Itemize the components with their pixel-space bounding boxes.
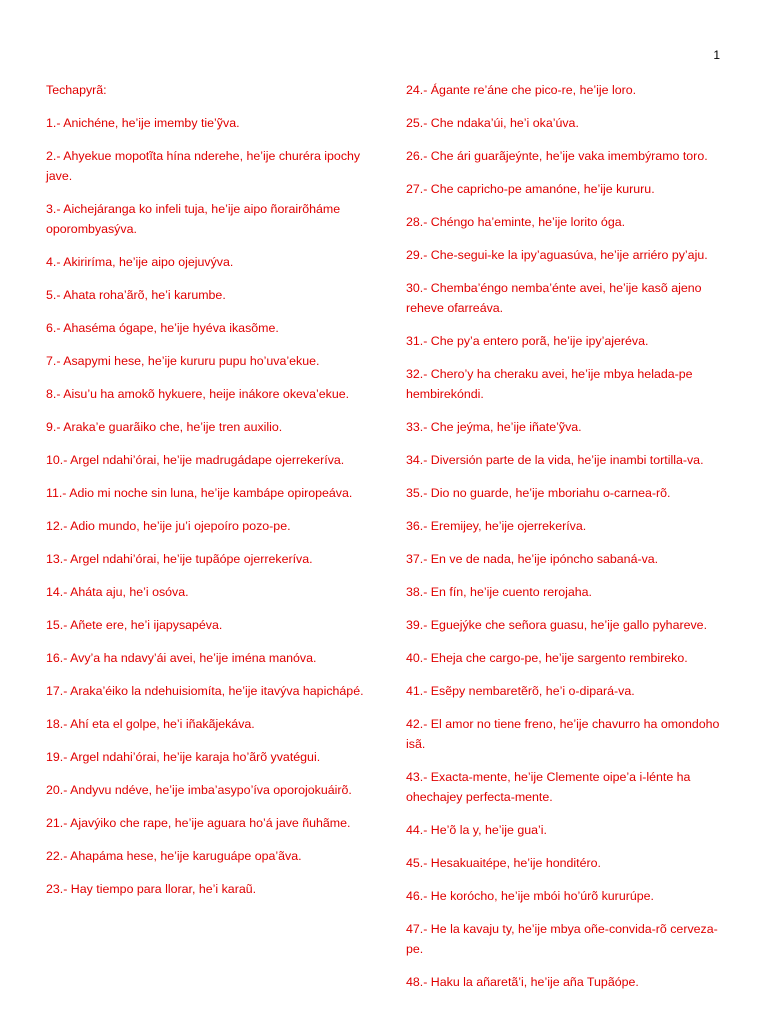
list-item: 6.- Ahaséma ógape, he’ije hyéva ikasõme. (46, 321, 279, 335)
list-item: 26.- Che ári guarãjeýnte, he’ije vaka imembýramo toro. (406, 149, 708, 163)
right-column (406, 80, 732, 1005)
list-item: 31.- Che py’a entero porã, he’ije ipy’ajeréva. (406, 334, 649, 348)
list-item: 47.- He la kavaju ty, he’ije mbya oñe-convida-rõ cerveza-pe. (406, 922, 718, 956)
list-item: 30.- Chemba’éngo nemba’énte avei, he’ije kasõ ajeno reheve ofarreáva. (406, 281, 702, 315)
list-item: 20.- Andyvu ndéve, he’ije imba’asypo’íva oporojokuáirõ. (46, 783, 352, 797)
list-item: 5.- Ahata roha’ãrõ, he’i karumbe. (46, 288, 226, 302)
list-item: 40.- Eheja che cargo-pe, he’ije sargento rembireko. (406, 651, 688, 665)
list-item: 32.- Chero’y ha cheraku avei, he’ije mbya helada-pe hembirekóndi. (406, 367, 693, 401)
list-item: 3.- Aichejáranga ko infeli tuja, he’ije aipo ñorairõháme oporombyasýva. (46, 202, 341, 236)
list-item: 34.- Diversión parte de la vida, he’ije inambi tortilla-va. (406, 453, 704, 467)
list-item: 15.- Añete ere, he’i ijapysapéva. (46, 618, 223, 632)
list-item: 37.- En ve de nada, he’ije ipóncho sabaná-va. (406, 552, 659, 566)
list-title: Techapyrã: (46, 83, 107, 97)
list-item: 38.- En fín, he’ije cuento rerojaha. (406, 585, 592, 599)
list-item: 42.- El amor no tiene freno, he’ije chavurro ha omondoho isã. (406, 717, 720, 751)
list-item: 28.- Chéngo ha’eminte, he’ije lorito óga. (406, 215, 626, 229)
list-item: 14.- Aháta aju, he’i osóva. (46, 585, 189, 599)
list-item: 4.- Akiriríma, he’ije aipo ojejuvýva. (46, 255, 234, 269)
list-item: 1.- Anichéne, he’ije imemby tie’ỹva. (46, 116, 240, 130)
list-item: 41.- Esẽpy nembaretẽrõ, he’i o-dipará-va. (406, 684, 635, 698)
list-item: 39.- Eguejýke che señora guasu, he’ije gallo pyhareve. (406, 618, 708, 632)
list-item: 25.- Che ndaka’úi, he’i oka’úva. (406, 116, 579, 130)
list-item: 19.- Argel ndahi’órai, he’ije karaja ho’ãrõ yvatégui. (46, 750, 321, 764)
list-item: 22.- Ahapáma hese, he’ije karuguápe opa’ãva. (46, 849, 302, 863)
list-item: 44.- He’õ la y, he’ije gua’i. (406, 823, 547, 837)
list-item: 46.- He korócho, he’ije mbói ho’úrõ kururúpe. (406, 889, 654, 903)
list-item: 29.- Che-segui-ke la ipy’aguasúva, he’ije arriéro py’aju. (406, 248, 708, 262)
list-item: 21.- Ajavýiko che rape, he’ije aguara ho’á jave ñuhãme. (46, 816, 351, 830)
list-item: 18.- Ahí eta el golpe, he’i iñakãjekáva. (46, 717, 255, 731)
list-item: 7.- Asapymi hese, he’ije kururu pupu ho’uva’ekue. (46, 354, 320, 368)
list-item: 9.- Araka’e guarãiko che, he’ije tren auxilio. (46, 420, 283, 434)
left-column (46, 80, 376, 912)
list-item: 8.- Aisu’u ha amokõ hykuere, heije inákore okeva’ekue. (46, 387, 350, 401)
list-item: 35.- Dio no guarde, he’ije mboriahu o-carnea-rõ. (406, 486, 671, 500)
list-item: 33.- Che jeýma, he’ije iñate’ỹva. (406, 420, 582, 434)
list-item: 48.- Haku la añaretã’i, he’ije aña Tupãópe. (406, 975, 639, 989)
list-item: 24.- Ágante re’áne che pico-re, he’ije loro. (406, 83, 637, 97)
list-item: 45.- Hesakuaitépe, he’ije honditéro. (406, 856, 601, 870)
list-item: 12.- Adio mundo, he’ije ju’i ojepoíro pozo-pe. (46, 519, 291, 533)
list-item: 36.- Eremijey, he’ije ojerrekeríva. (406, 519, 587, 533)
list-item: 10.- Argel ndahi’órai, he’ije madrugádape ojerrekeríva. (46, 453, 345, 467)
list-item: 13.- Argel ndahi’órai, he’ije tupãópe ojerrekeríva. (46, 552, 313, 566)
list-item: 2.- Ahyekue mopotĩta hína nderehe, he’ije churéra ipochy jave. (46, 149, 361, 183)
list-item: 11.- Adio mi noche sin luna, he’ije kambápe opiropeáva. (46, 486, 353, 500)
list-item: 27.- Che capricho-pe amanóne, he’ije kururu. (406, 182, 655, 196)
page-number: 1 (713, 48, 720, 62)
list-item: 43.- Exacta-mente, he’ije Clemente oipe’a i-lénte ha ohechajey perfecta-mente. (406, 770, 691, 804)
list-item: 16.- Avy’a ha ndavy’ái avei, he’ije iména manóva. (46, 651, 317, 665)
list-item: 17.- Araka’éiko la ndehuisiomíta, he’ije itavýva hapichápé. (46, 684, 364, 698)
list-item: 23.- Hay tiempo para llorar, he’i karaũ. (46, 882, 257, 896)
